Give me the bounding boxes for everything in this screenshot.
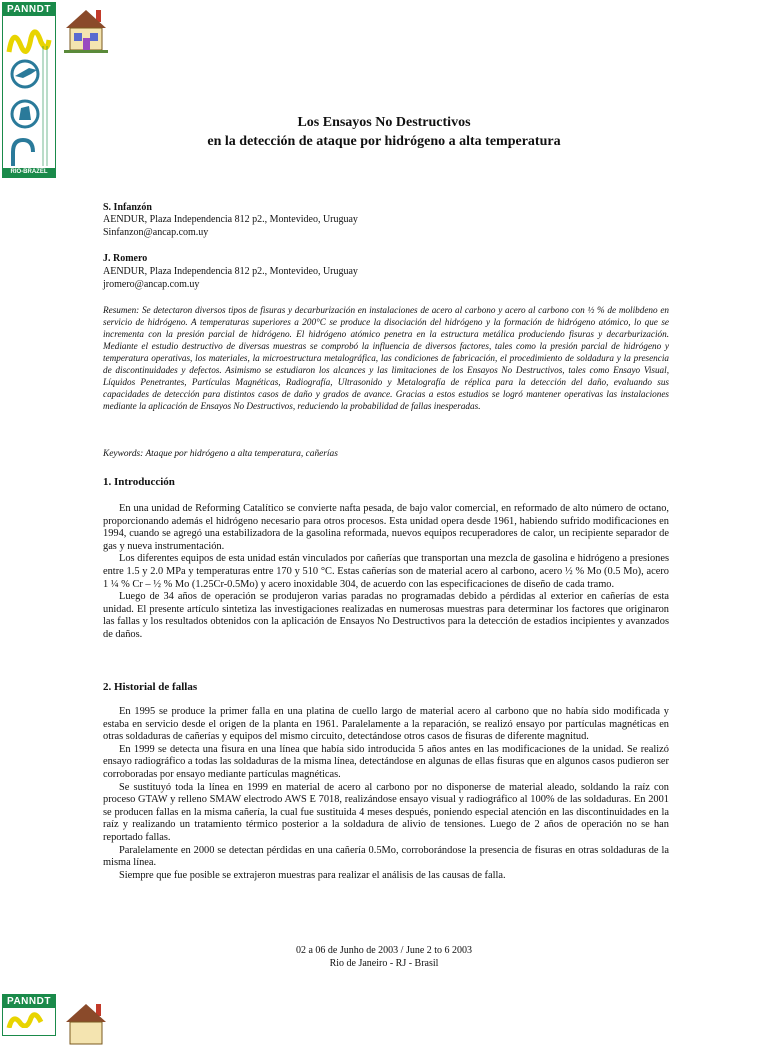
author-name: J. Romero bbox=[103, 253, 148, 264]
logo-location: RIO-BRAZEL bbox=[3, 168, 55, 177]
section-heading: 1. Introducción bbox=[103, 476, 175, 488]
author-affiliation: AENDUR, Plaza Independencia 812 p2., Montevideo, Uruguay bbox=[103, 214, 358, 225]
paragraph: Los diferentes equipos de esta unidad están vinculados por cañerías que transportan una mezcla de gasolina e hidrógeno a presiones entre 1.5 y 2.0 MPa y temperaturas entre 170 y 510 °C. Estas cañerías son de material acero al carbono, acero ½ % Mo (0.5 Mo), acero 1 ¼ % Cr – ½ % Mo (1.25Cr-0.5Mo) y acero inoxidable 304, de acuerdo con las especificaciones de diseño de cada tramo. bbox=[103, 553, 669, 590]
paragraph: Luego de 34 años de operación se produjeron varias paradas no programadas debido a pérdidas al exterior en cañerías de esta unidad. El presente artículo sintetiza las investigaciones realizadas en numerosas muestras para determinar los factores que originaron las fallas y los resultados obtenidos con la aplicación de Ensayos No Destructivos para la detección de estadios incipientes y avanzados de daños. bbox=[103, 591, 669, 640]
logo-name: PANNDT bbox=[3, 995, 55, 1008]
house-home-icon[interactable] bbox=[62, 4, 110, 54]
paragraph: En una unidad de Reforming Catalítico se convierte nafta pesada, de bajo valor comercial, en reformado de alto número de octano, proporcionando además el hidrógeno necesario para otros procesos. Esta unidad opera desde 1961, habiendo sufrido modificaciones en 1994, cuando se agregó una estabilizadora de la gasolina reformada, nuevos equipos recuperadores de calor, un recipiente separador de gas y nueva instrumentación. bbox=[103, 503, 669, 552]
paragraph: En 1995 se produce la primer falla en una platina de cuello largo de material acero al carbono que no había sido modificada y estaba en servicio desde el origen de la planta en 1961. Paralelamente a la reparación, se realizó ensayo por partículas magnéticas en otras soldaduras de cañerías y equipos del mismo circuito, detectándose otros casos de fisuras de diferente magnitud. bbox=[103, 706, 669, 743]
paragraph: En 1999 se detecta una fisura en una línea que había sido introducida 5 años antes en las modificaciones de la unidad. Se realizó ensayo radiográfico a todas las soldaduras de la misma línea, detectándose en algunas de ellas fisuras que en algunos casos pudieron ser corroboradas por ensayo mediante partículas magnéticas. bbox=[103, 743, 669, 780]
paragraph: Siempre que fue posible se extrajeron muestras para realizar el análisis de las causas de falla. bbox=[119, 869, 506, 881]
author-affiliation: AENDUR, Plaza Independencia 812 p2., Montevideo, Uruguay bbox=[103, 266, 358, 277]
house-home-icon[interactable] bbox=[62, 998, 110, 1048]
author-email: Sinfanzon@ancap.com.uy bbox=[103, 227, 209, 238]
logo-graphic bbox=[3, 1008, 55, 1028]
conference-logo bbox=[2, 994, 56, 1036]
paper-title-line2: en la detección de ataque por hidrógeno a alta temperatura bbox=[207, 134, 561, 149]
keywords: Keywords: Ataque por hidrógeno a alta temperatura, cañerías bbox=[103, 449, 338, 459]
paragraph: Paralelamente en 2000 se detectan pérdidas en una cañería 0.5Mo, corroborándose la presencia de fisuras en otras soldaduras de la misma línea. bbox=[103, 844, 669, 869]
paragraph: Se sustituyó toda la línea en 1999 en material de acero al carbono por no disponerse de material aleado, soldando la raíz con proceso GTAW y relleno SMAW electrodo AWS E 7018, realizándose ensayo visual y radiográfico al 100% de las soldaduras. En 2001 se producen fallas en la misma cañería, la cual fue sustituida 4 meses después, poniendo especial atención en las discontinuidades en la raíz y realizando un tratamiento térmico posterior a la soldadura de alivio de tensiones. Luego de 2 años de operación no se han reportado fallas. bbox=[103, 781, 669, 843]
author-email: jromero@ancap.com.uy bbox=[103, 279, 200, 290]
section-body bbox=[103, 503, 669, 642]
abstract: Resumen: Se detectaron diversos tipos de fisuras y decarburización en instalaciones de acero al carbono y acero al carbono con ½ % de molibdeno en servicio de hidrógeno. A temperaturas superiores a 200°C se produce la disociación del hidrógeno y la formación de hidrógeno atómico, lo que se incrementa con la presión parcial de hidrógeno. El hidrógeno atómico penetra en la estructura metálica produciendo fisuras y decarburización. Mediante el estudio destructivo de diversas muestras se comprobó la influencia de diversos factores, tales como la presión parcial de hidrógeno y temperatura operativas, los materiales, la microestructura metalográfica, las condiciones de fabricación, el procedimiento de soldadura y la presencia de discontinuidades y defectos. Asimismo se estudiaron los alcances y las limitaciones de los Ensayos No Destructivos, tales como Ensayo Visual, Líquidos Penetrantes, Partículas Magnéticas, Radiografía, Ultrasonido y Metalografía de réplica para la detección del daño, evaluando sus capacidades de detección para distintos casos de daño y grados de avance. Gracias a estos estudios se logró mantener operativas las instalaciones mediante la aplicación de Ensayos No Destructivos, reduciendo la probabilidad de fallas inesperadas. bbox=[103, 305, 669, 412]
section-body bbox=[103, 706, 669, 882]
footer-location: Rio de Janeiro - RJ - Brasil bbox=[329, 958, 439, 969]
paper-title-line1: Los Ensayos No Destructivos bbox=[297, 115, 471, 130]
author-name: S. Infanzón bbox=[103, 202, 152, 213]
section-heading: 2. Historial de fallas bbox=[103, 681, 198, 693]
footer-dates: 02 a 06 de Junho de 2003 / June 2 to 6 2003 bbox=[295, 945, 473, 956]
logo-name: PANNDT bbox=[3, 3, 55, 16]
conference-logo bbox=[2, 2, 56, 178]
